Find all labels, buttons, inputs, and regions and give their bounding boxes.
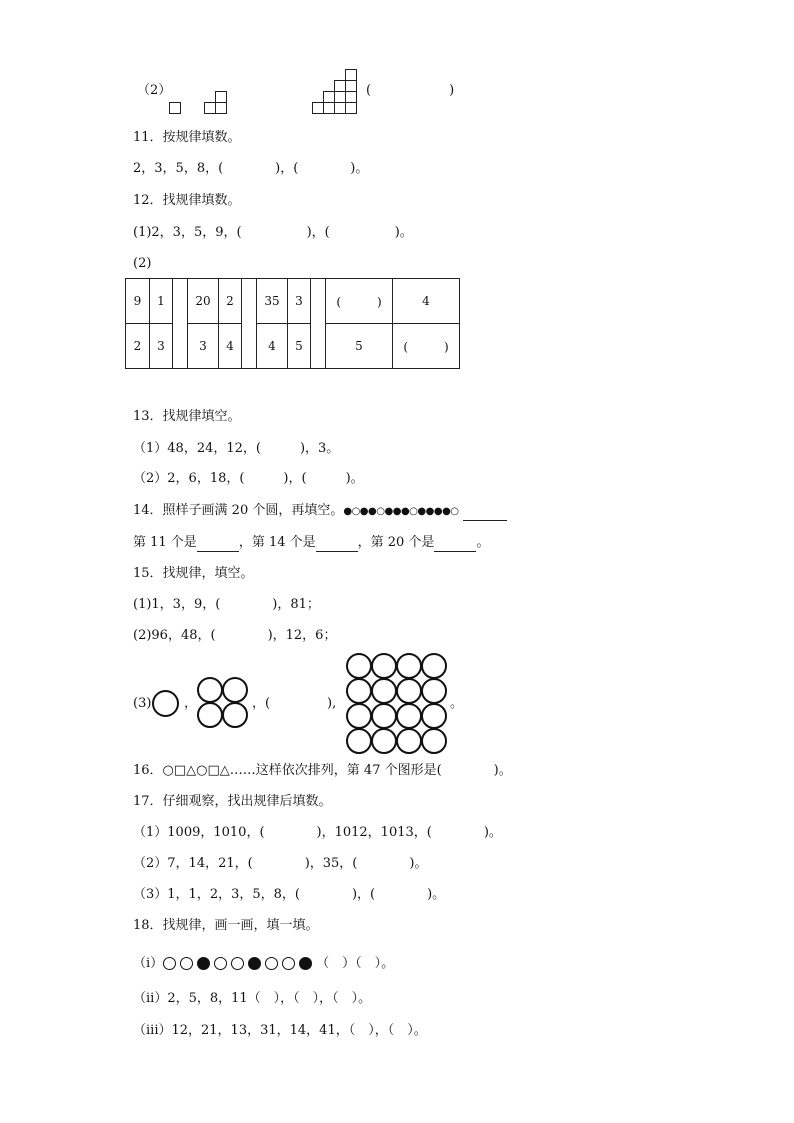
table-gap (311, 279, 326, 369)
table-cell: 3 (188, 324, 219, 369)
table-answer-cell[interactable]: ( ) (393, 324, 460, 369)
q15-comma: ， (184, 696, 198, 711)
empty-circle-icon (214, 957, 227, 970)
empty-circle-icon (163, 957, 176, 970)
q15-part3-label: (3) (133, 696, 152, 711)
q16-line[interactable]: 16．○□△○□△……这样依次排列，第 47 个图形是( )。 (133, 763, 512, 778)
q18-part1 (133, 955, 394, 973)
q13-title: 13．找规律填空。 (133, 409, 241, 424)
table-cell: 5 (326, 324, 393, 369)
grid-circle (371, 653, 397, 679)
table-answer-cell[interactable]: ( ) (326, 279, 393, 324)
filled-circle-icon (299, 957, 312, 970)
table-cell: 3 (150, 324, 173, 369)
table-cell: 5 (288, 324, 311, 369)
grid-circle (421, 653, 447, 679)
q11-title: 11．按规律填数。 (133, 130, 241, 145)
table-cell: 20 (188, 279, 219, 324)
grid-circle (371, 678, 397, 704)
q14-answer-11[interactable] (197, 537, 239, 552)
q15-answer-close[interactable]: ), (327, 696, 337, 711)
q17-part2[interactable]: （2）7，14，21，( )，35，( )。 (133, 856, 428, 871)
grid-circle (346, 678, 372, 704)
q14-answer-20[interactable] (434, 537, 476, 552)
grid-circle (396, 703, 422, 729)
q18-part1-label: （i） (133, 956, 164, 971)
empty-circle-icon (282, 957, 295, 970)
grid-circle (371, 703, 397, 729)
q12-part1[interactable]: (1)2，3，5，9，( )，( )。 (133, 225, 413, 240)
q10-answer-blank[interactable]: ( ) (366, 83, 455, 98)
q18-part1-blanks[interactable]: （ ）（ ）。 (316, 956, 395, 971)
empty-circle-icon (180, 957, 193, 970)
grid-circle (421, 678, 447, 704)
grid-circle (346, 728, 372, 754)
q11-sequence[interactable]: 2，3，5，8，( )，( )。 (133, 161, 369, 176)
table-cell: 3 (288, 279, 311, 324)
grid-circle (346, 653, 372, 679)
table-cell: 1 (150, 279, 173, 324)
circle-pattern-1 (152, 690, 179, 717)
table-gap (173, 279, 188, 369)
grid-circle (396, 728, 422, 754)
q14-questions (133, 534, 489, 552)
table-cell: 2 (219, 279, 242, 324)
q15-part1[interactable]: (1)1，3，9，( )，81； (133, 597, 320, 612)
q14-circle-sequence: ●○●●○●●●○●●●●○ (343, 506, 459, 517)
q12-title: 12．找规律填数。 (133, 193, 241, 208)
filled-circle-icon (248, 957, 261, 970)
table-cell: 4 (257, 324, 288, 369)
empty-circle-icon (231, 957, 244, 970)
q12-part2-label: (2) (133, 256, 152, 271)
grid-circle (396, 653, 422, 679)
q14-title-line (133, 502, 507, 521)
table-gap (242, 279, 257, 369)
q13-part1[interactable]: （1）48，24，12，( )，3。 (133, 441, 340, 456)
q14-q2-label: ，第 14 个是 (238, 535, 316, 550)
q18-dot-sequence (163, 956, 316, 971)
grid-circle (421, 728, 447, 754)
grid-circle (396, 678, 422, 704)
table-cell: 9 (126, 279, 150, 324)
q13-part2[interactable]: （2）2，6，18，( )，( )。 (133, 471, 364, 486)
q14-title: 14．照样子画满 20 个圆，再填空。 (133, 503, 344, 518)
q18-part2[interactable]: （ii）2，5，8，11（ ），（ ），（ ）。 (133, 991, 372, 1006)
q18-part3[interactable]: （iii）12，21，13，31，14，41，（ ），（ ）。 (133, 1023, 427, 1038)
q10-part2-label: （2） (137, 83, 172, 98)
grid-circle (346, 703, 372, 729)
table-cell: 4 (393, 279, 460, 324)
grid-circle (421, 703, 447, 729)
empty-circle-icon (265, 957, 278, 970)
q15-title: 15．找规律，填空。 (133, 566, 254, 581)
q12-number-table (125, 278, 460, 369)
q15-comma-open: ，( (252, 696, 271, 711)
q17-part1[interactable]: （1）1009，1010，( )，1012，1013，( )。 (133, 825, 502, 840)
q18-title: 18．找规律，画一画，填一填。 (133, 918, 319, 933)
q17-part3[interactable]: （3）1，1，2，3，5，8，( )，( )。 (133, 887, 446, 902)
q15-part2[interactable]: (2)96，48，( )，12，6； (133, 628, 337, 643)
q14-answer-14[interactable] (316, 537, 358, 552)
filled-circle-icon (197, 957, 210, 970)
table-cell: 35 (257, 279, 288, 324)
q14-q1-label: 第 11 个是 (133, 535, 197, 550)
grid-circle (371, 728, 397, 754)
table-cell: 4 (219, 324, 242, 369)
q17-title: 17．仔细观察，找出规律后填数。 (133, 794, 332, 809)
table-cell: 2 (126, 324, 150, 369)
q14-q3-label: ，第 20 个是 (357, 535, 435, 550)
q14-blank-drawing[interactable] (463, 506, 507, 521)
q15-end: 。 (450, 696, 464, 711)
q14-end: 。 (476, 535, 490, 550)
